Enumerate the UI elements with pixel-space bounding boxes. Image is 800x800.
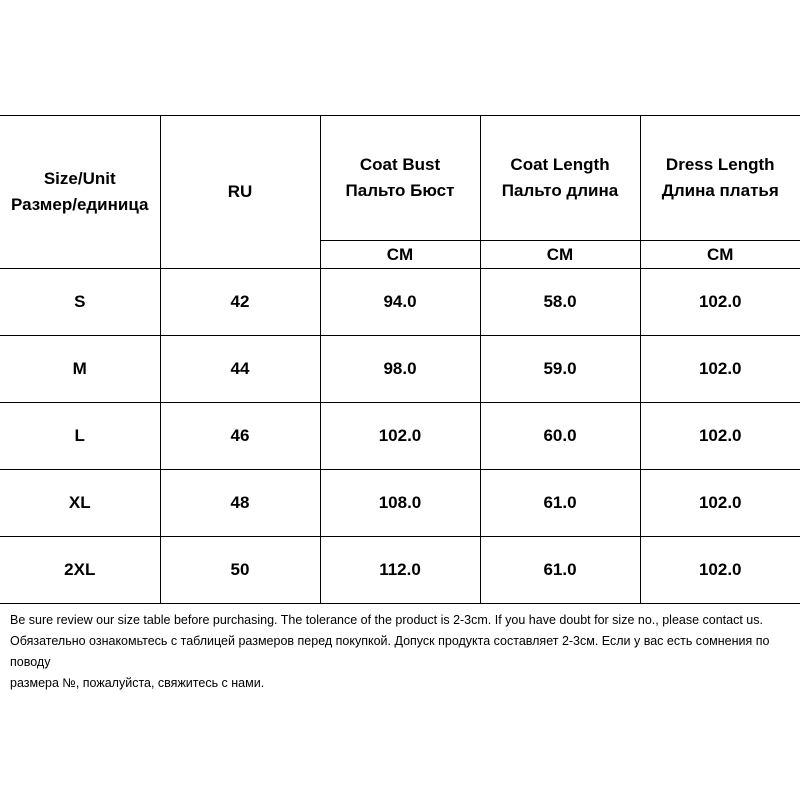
table-row [0, 403, 800, 470]
cell-size: 2XL [0, 537, 160, 604]
note-english: Be sure review our size table before purchasing. The tolerance of the product is 2-3cm. If you have doubt for size no., please contact us. [10, 613, 763, 627]
cell-size: M [0, 336, 160, 403]
cell-dress-length: 102.0 [640, 537, 800, 604]
header-coat-length-en: Coat Length [510, 155, 610, 174]
header-size-unit-en: Size/Unit [43, 169, 116, 188]
unit-dress-length: CM [640, 241, 800, 269]
cell-coat-length: 58.0 [480, 269, 640, 336]
header-coat-bust-ru: Пальто Бюст [345, 181, 455, 200]
header-dress-length [640, 116, 800, 241]
note-russian-line-2: размера №, пожалуйста, свяжитесь с нами. [10, 676, 265, 690]
cell-size: XL [0, 470, 160, 537]
header-coat-bust-en: Coat Bust [359, 155, 441, 174]
cell-coat-bust: 112.0 [320, 537, 480, 604]
header-coat-length [480, 116, 640, 241]
header-ru-label: RU [227, 182, 253, 201]
cell-size: L [0, 403, 160, 470]
cell-coat-length: 60.0 [480, 403, 640, 470]
cell-coat-bust: 98.0 [320, 336, 480, 403]
cell-ru: 46 [160, 403, 320, 470]
cell-coat-length: 61.0 [480, 537, 640, 604]
cell-coat-bust: 94.0 [320, 269, 480, 336]
header-size-unit-ru: Размер/единица [11, 195, 149, 214]
header-coat-bust [320, 116, 480, 241]
table-row [0, 269, 800, 336]
header-coat-length-ru: Пальто длина [501, 181, 619, 200]
table-row [0, 336, 800, 403]
cell-dress-length: 102.0 [640, 336, 800, 403]
size-note [10, 610, 795, 694]
table-header-row [0, 116, 800, 241]
cell-ru: 48 [160, 470, 320, 537]
size-chart-table [0, 115, 800, 604]
cell-dress-length: 102.0 [640, 403, 800, 470]
cell-coat-length: 61.0 [480, 470, 640, 537]
cell-dress-length: 102.0 [640, 269, 800, 336]
cell-coat-length: 59.0 [480, 336, 640, 403]
header-size-unit [0, 116, 160, 269]
header-dress-length-ru: Длина платья [661, 181, 779, 200]
cell-coat-bust: 108.0 [320, 470, 480, 537]
note-russian-line-1: Обязательно ознакомьтесь с таблицей размеров перед покупкой. Допуск продукта составляет 2-3см. Если у вас есть сомнения по поводу [10, 634, 770, 669]
cell-coat-bust: 102.0 [320, 403, 480, 470]
cell-ru: 50 [160, 537, 320, 604]
header-dress-length-en: Dress Length [665, 155, 775, 174]
table-row [0, 537, 800, 604]
cell-size: S [0, 269, 160, 336]
unit-coat-bust: CM [320, 241, 480, 269]
cell-dress-length: 102.0 [640, 470, 800, 537]
table-row [0, 470, 800, 537]
unit-coat-length: CM [480, 241, 640, 269]
cell-ru: 42 [160, 269, 320, 336]
header-ru [160, 116, 320, 269]
cell-ru: 44 [160, 336, 320, 403]
